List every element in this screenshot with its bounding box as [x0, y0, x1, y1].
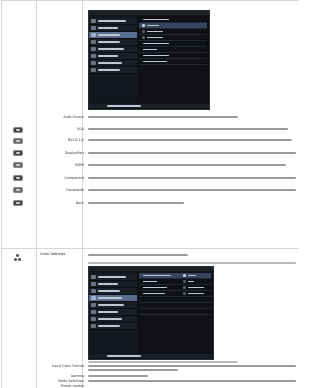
osd-footer: [89, 104, 209, 108]
table-top-border: [1, 0, 299, 1]
osd-menu-item: [89, 316, 137, 323]
osd-menu-item: [89, 46, 137, 53]
osd-option-row: [139, 291, 211, 297]
osd-option-row: [139, 17, 207, 23]
row-label-displayport: DisplayPort: [64, 151, 84, 155]
section-divider: [1, 248, 299, 249]
row-label-preset-modes: Preset modes: [60, 384, 84, 388]
row-label-hdmi: HDMI: [74, 163, 84, 167]
osd-menu-item: [89, 288, 137, 295]
osd-option-row-selected: [139, 23, 207, 29]
osd-menu-item: [89, 302, 137, 309]
osd-option-row: [139, 35, 207, 41]
osd-menu-item: [89, 274, 137, 281]
row-label-composite: Composite: [65, 188, 84, 192]
description-line: [88, 128, 288, 130]
description-line: [88, 116, 238, 118]
osd-screenshot-color-settings: [88, 266, 214, 360]
osd-option-row: [139, 285, 211, 291]
osd-title-bar: [89, 267, 213, 271]
note-line: [88, 262, 296, 264]
osd-menu-list: [89, 272, 137, 354]
icon-column-divider: [36, 0, 37, 388]
monitor-button-icon: [13, 127, 23, 133]
description-line: [88, 202, 184, 204]
osd-option-row: [139, 47, 207, 53]
description-line: [88, 365, 296, 367]
monitor-button-icon: [13, 187, 23, 193]
osd-menu-item-selected: [89, 295, 137, 302]
label-column-divider: [82, 0, 83, 388]
osd-option-row: [139, 297, 211, 303]
monitor-button-icon: [13, 200, 23, 206]
row-label-dvi: DVI-D 1/2: [67, 138, 84, 142]
description-line: [88, 189, 296, 191]
osd-menu-item: [89, 60, 137, 67]
row-label-mode-selection: Mode Selection: [58, 379, 84, 383]
row-label-back: Back: [75, 201, 84, 205]
description-line: [88, 369, 178, 371]
description-line: [88, 164, 286, 166]
osd-option-row: [139, 309, 211, 315]
osd-menu-item-selected: [89, 32, 137, 39]
monitor-button-icon: [13, 175, 23, 181]
description-line: [88, 177, 296, 179]
osd-menu-item: [89, 25, 137, 32]
osd-menu-item: [89, 67, 137, 74]
row-label-gamma: Gamma: [70, 374, 84, 378]
osd-option-row-selected: [139, 273, 211, 279]
row-label-vga: VGA: [76, 127, 84, 131]
osd-option-row: [139, 41, 207, 47]
osd-menu-list: [89, 16, 137, 103]
row-label-component: Component: [64, 176, 84, 180]
osd-menu-item: [89, 281, 137, 288]
osd-menu-item: [89, 39, 137, 46]
monitor-button-icon: [13, 138, 23, 144]
table-left-border: [1, 0, 2, 388]
description-line: [88, 139, 292, 141]
osd-option-row: [139, 279, 211, 285]
osd-screenshot-input-source: [88, 10, 210, 110]
osd-option-row: [139, 303, 211, 309]
osd-menu-item: [89, 53, 137, 60]
osd-menu-item: [89, 18, 137, 25]
monitor-button-icon: [13, 150, 23, 156]
note-line: [88, 361, 238, 363]
osd-menu-item: [89, 323, 137, 330]
monitor-button-icon: [13, 162, 23, 168]
row-label-auto-source: Auto Source: [63, 115, 84, 119]
osd-option-row: [139, 59, 207, 65]
row-label-input-color-format: Input Color Format: [52, 364, 84, 368]
osd-option-row: [139, 29, 207, 35]
description-line: [88, 375, 148, 377]
section-title-color-settings: Color Settings: [40, 252, 66, 256]
description-line: [88, 254, 188, 256]
osd-option-row: [139, 53, 207, 59]
description-line: [88, 380, 296, 382]
color-settings-icon: [14, 254, 21, 261]
description-line: [88, 152, 296, 154]
osd-title-bar: [89, 11, 209, 15]
osd-menu-item: [89, 309, 137, 316]
osd-footer: [89, 354, 213, 358]
